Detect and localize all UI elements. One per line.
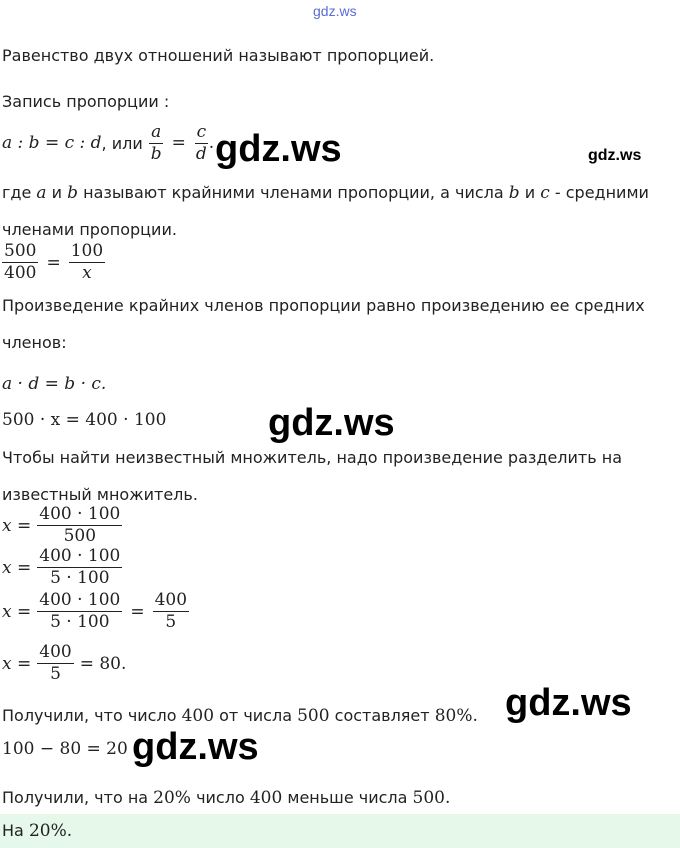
fraction-step-3 bbox=[37, 592, 122, 631]
fraction-step-1 bbox=[37, 506, 122, 545]
known-factor-text: известный множитель. bbox=[2, 485, 198, 504]
text-segment: где bbox=[2, 183, 32, 202]
fraction-100-x bbox=[69, 243, 105, 282]
text-segment: от числа bbox=[219, 706, 292, 725]
definition-text: Равенство двух отношений называют пропорцией. bbox=[2, 46, 435, 65]
fraction-num: 100 bbox=[70, 241, 104, 261]
fraction-num: 400 · 100 bbox=[39, 546, 121, 566]
solution-step-3 bbox=[2, 592, 189, 631]
fraction-400-5 bbox=[37, 644, 73, 683]
fraction-den: x bbox=[82, 263, 92, 283]
text-segment: и bbox=[524, 183, 536, 202]
product-equation: 500 · x = 400 · 100 bbox=[2, 410, 167, 430]
answer-percent: 20%. bbox=[28, 821, 73, 841]
number-400: 400 bbox=[181, 706, 215, 726]
number-400: 400 bbox=[249, 788, 283, 808]
fraction-num: 500 bbox=[4, 241, 37, 261]
fraction-c-d bbox=[194, 121, 209, 164]
result-percent-text bbox=[2, 706, 478, 726]
var-c: c bbox=[540, 183, 550, 203]
result-80: = 80. bbox=[79, 653, 127, 674]
answer-highlight bbox=[0, 814, 680, 848]
watermark-large-1: gdz.ws bbox=[215, 128, 342, 170]
number-500: 500 bbox=[412, 788, 445, 808]
watermark-large-3: gdz.ws bbox=[505, 682, 632, 724]
period: . bbox=[208, 133, 215, 153]
text-segment: составляет bbox=[334, 706, 430, 725]
x-equals: x = bbox=[2, 557, 32, 578]
watermark-small-1: gdz.ws bbox=[588, 147, 642, 164]
proportion-notation bbox=[2, 120, 214, 166]
answer-text bbox=[2, 821, 72, 841]
percent-80: 80%. bbox=[434, 706, 478, 726]
fraction-den: b bbox=[150, 143, 162, 164]
fraction-den: 500 bbox=[63, 526, 97, 546]
difference-equation: 100 − 80 = 20 bbox=[2, 739, 128, 759]
fraction-den: d bbox=[195, 143, 207, 164]
number-500: 500 bbox=[297, 706, 330, 726]
or-text: , или bbox=[101, 133, 143, 153]
period: . bbox=[444, 788, 451, 808]
fraction-num: 400 · 100 bbox=[39, 590, 121, 610]
text-segment: - средними bbox=[554, 183, 649, 202]
text-segment: На bbox=[2, 821, 24, 840]
means-text: членами пропорции. bbox=[2, 220, 177, 239]
fraction-den: 400 bbox=[4, 263, 37, 283]
text-segment: число bbox=[196, 788, 245, 807]
watermark-large-2: gdz.ws bbox=[268, 402, 395, 444]
text-segment: Получили, что на bbox=[2, 788, 149, 807]
var-b: b bbox=[67, 183, 79, 203]
fraction-a-b bbox=[149, 121, 164, 164]
percent-20: 20% bbox=[153, 788, 191, 808]
proportion-equation bbox=[2, 243, 105, 282]
ratio-formula: a : b = c : d bbox=[2, 133, 102, 153]
means-label: членов: bbox=[2, 333, 67, 352]
equals-sign: = bbox=[46, 252, 61, 273]
result-difference-text bbox=[2, 788, 450, 808]
solution-step-4 bbox=[2, 644, 126, 683]
equals-sign: = bbox=[171, 133, 186, 153]
fraction-den: 5 · 100 bbox=[50, 612, 110, 632]
unknown-factor-text: Чтобы найти неизвестный множитель, надо произведение разделить на bbox=[2, 448, 623, 467]
watermark-large-4: gdz.ws bbox=[132, 726, 259, 768]
fraction-den: 5 · 100 bbox=[50, 568, 110, 588]
fraction-num: c bbox=[196, 121, 207, 142]
text-segment: Получили, что число bbox=[2, 706, 177, 725]
proportion-notation-label: Запись пропорции : bbox=[2, 92, 170, 111]
fraction-den: 5 bbox=[165, 612, 177, 632]
watermark-top: gdz.ws bbox=[313, 3, 357, 19]
extremes-text bbox=[2, 183, 649, 203]
fraction-num: 400 bbox=[154, 590, 188, 610]
fraction-den: 5 bbox=[50, 664, 61, 684]
product-rule-text: Произведение крайних членов пропорции равно произведению ее средних bbox=[2, 296, 645, 315]
x-equals: x = bbox=[2, 515, 32, 536]
x-equals: x = bbox=[2, 653, 32, 674]
text-segment: называют крайними членами пропорции, а числа bbox=[83, 183, 504, 202]
text-segment: меньше числа bbox=[287, 788, 408, 807]
fraction-num: a bbox=[151, 121, 162, 142]
fraction-num: 400 bbox=[39, 642, 72, 662]
fraction-500-400 bbox=[2, 243, 38, 282]
product-rule-formula: a · d = b · c. bbox=[2, 374, 107, 394]
text-segment: и bbox=[51, 183, 63, 202]
solution-step-2 bbox=[2, 548, 122, 587]
x-equals: x = bbox=[2, 601, 32, 622]
fraction-400-5 bbox=[153, 592, 189, 631]
solution-step-1 bbox=[2, 506, 122, 545]
equals-sign: = bbox=[130, 601, 145, 622]
var-b: b bbox=[508, 183, 520, 203]
fraction-num: 400 · 100 bbox=[39, 504, 121, 524]
fraction-step-2 bbox=[37, 548, 122, 587]
var-a: a bbox=[36, 183, 47, 203]
